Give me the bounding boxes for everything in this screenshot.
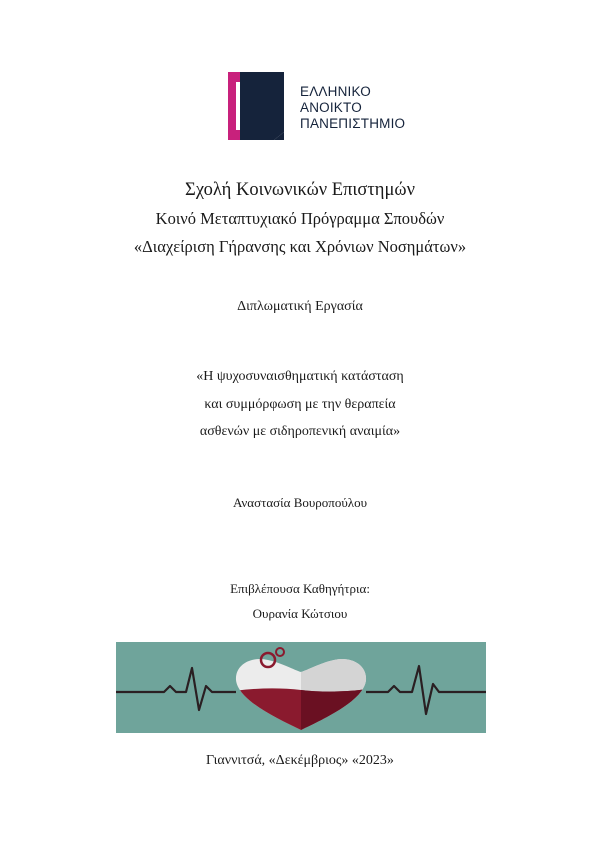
thesis-title-line: ασθενών με σιδηροπενική αναιμία»: [199, 424, 401, 439]
logo-line: ΠΑΝΕΠΙΣΤΗΜΙΟ: [300, 116, 406, 131]
supervisor-name: Ουρανία Κώτσιου: [252, 606, 348, 621]
document-type: Διπλωματική Εργασία: [237, 299, 363, 314]
supervisor-label: Επιβλέπουσα Καθηγήτρια:: [230, 581, 370, 596]
place-and-date: Γιαννιτσά, «Δεκέμβριος» «2023»: [206, 753, 394, 768]
logo-line: ΑΝΟΙΚΤΟ: [300, 100, 362, 115]
program-type: Κοινό Μεταπτυχιακό Πρόγραμμα Σπουδών: [155, 209, 445, 228]
school-name: Σχολή Κοινωνικών Επιστημών: [185, 180, 415, 200]
heart-blood-drop-icon: [116, 642, 486, 733]
university-logo-text: [300, 84, 405, 132]
thesis-title-line: «Η ψυχοσυναισθηματική κατάσταση: [196, 369, 404, 384]
program-name: «Διαχείριση Γήρανσης και Χρόνιων Νοσημάτων»: [133, 237, 467, 256]
logo-line: ΕΛΛΗΝΙΚΟ: [300, 84, 371, 99]
thesis-title-line: και συμμόρφωση με την θεραπεία: [204, 397, 396, 412]
author-name: Αναστασία Βουροπούλου: [232, 495, 368, 510]
